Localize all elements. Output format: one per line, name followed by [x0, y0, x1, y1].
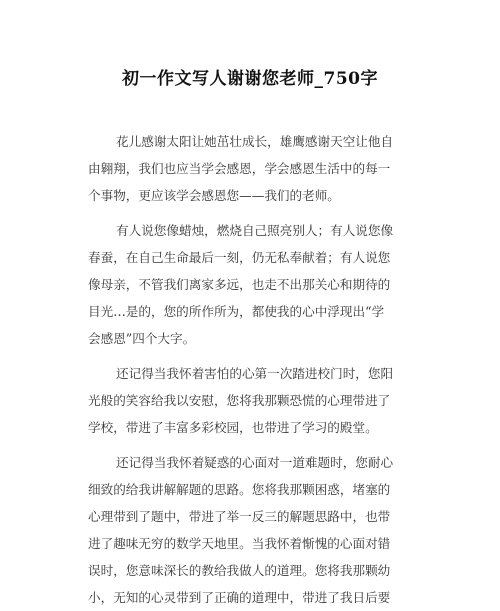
text-line: 像母亲，不管我们离家多远，也走不出那关心和期待的 [88, 277, 391, 292]
document-body [88, 128, 418, 611]
text-line: 心理带到了题中，带进了举一反三的解题思路中，也带 [88, 509, 391, 524]
text-line: 学校，带进了丰富多彩校园，也带进了学习的殿堂。 [88, 420, 378, 435]
text-line: 花儿感谢太阳让她茁壮成长，雄鹰感谢天空让他自 [116, 134, 394, 149]
text-line: 春蚕，在自己生命最后一刻，仍无私奉献着；有人说您 [88, 250, 391, 265]
text-line: 进了趣味无穷的数学天地里。当我怀着惭愧的心面对错 [88, 536, 391, 551]
text-line: 细致的给我讲解解题的思路。您将我那颗困惑，堵塞的 [88, 482, 391, 497]
text-line: 有人说您像蜡烛，燃烧自己照亮别人；有人说您像 [116, 223, 394, 238]
text-line: 会感恩”四个大字。 [88, 331, 196, 346]
document-title: 初一作文写人谢谢您老师_750字 [122, 69, 378, 89]
text-line: 还记得当我怀着害怕的心第一次踏进校门时，您阳 [116, 366, 394, 381]
text-line: 还记得当我怀着疑惑的心面对一道难题时，您耐心 [116, 455, 394, 470]
text-line: 目光…是的，您的所作所为，都使我的心中浮现出“学 [88, 304, 385, 319]
text-line: 由翱翔，我们也应当学会感恩，学会感恩生活中的每一 [88, 161, 391, 176]
text-line: 误时，您意味深长的教给我做人的道理。您将我那颗幼 [88, 563, 391, 578]
text-line: 光般的笑容给我以安慰，您将我那颗恐慌的心理带进了 [88, 393, 391, 408]
text-line: 小，无知的心灵带到了正确的道理中，带进了我日后要 [88, 590, 391, 605]
text-line: 个事物，更应该学会感恩您——我们的老师。 [88, 188, 340, 203]
